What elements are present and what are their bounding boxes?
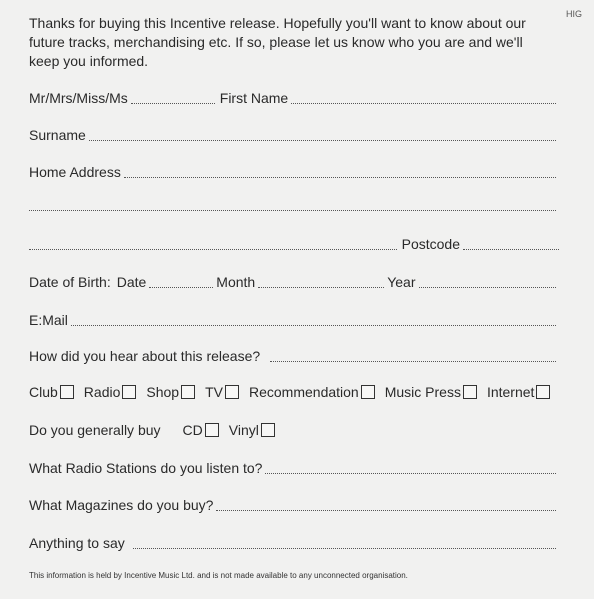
address-row-3 — [29, 236, 559, 252]
surname-row — [29, 127, 559, 143]
source-label-radio: Radio — [83, 384, 121, 400]
first-name-label: First Name — [219, 90, 289, 106]
radio-stations-row — [29, 460, 559, 476]
month-field[interactable] — [258, 277, 384, 288]
privacy-footer: This information is held by Incentive Music Ltd. and is not made available to any unconnected organisation. — [29, 571, 408, 580]
name-row — [29, 90, 559, 106]
address-field-1[interactable] — [124, 167, 556, 178]
anything-field[interactable] — [133, 538, 556, 549]
source-option-radio — [84, 384, 147, 400]
date-field[interactable] — [149, 277, 213, 288]
source-option-club — [29, 384, 84, 400]
first-name-field[interactable] — [291, 93, 556, 104]
source-label-recommendation: Recommendation — [248, 384, 359, 400]
home-address-label: Home Address — [29, 164, 121, 180]
source-label-shop: Shop — [146, 384, 180, 400]
email-field[interactable] — [71, 315, 556, 326]
format-label-cd: CD — [182, 422, 203, 438]
heard-field[interactable] — [270, 351, 556, 362]
source-checkbox-recommendation[interactable] — [361, 385, 375, 399]
source-checkbox-internet[interactable] — [536, 385, 550, 399]
source-label-club: Club — [29, 384, 58, 400]
year-label: Year — [387, 274, 416, 290]
address-row — [29, 164, 559, 180]
source-label-tv: TV — [205, 384, 223, 400]
postcode-label: Postcode — [401, 236, 460, 252]
format-row — [29, 422, 559, 438]
source-option-music-press — [385, 384, 487, 400]
source-option-internet — [487, 384, 550, 400]
source-option-recommendation — [249, 384, 385, 400]
address-row-2 — [29, 200, 559, 213]
surname-field[interactable] — [89, 130, 556, 141]
heard-label: How did you hear about this release? — [29, 348, 261, 364]
buy-question-label: Do you generally buy — [29, 422, 161, 438]
title-field[interactable] — [131, 93, 215, 104]
radio-stations-label: What Radio Stations do you listen to? — [29, 460, 263, 476]
source-label-internet: Internet — [486, 384, 535, 400]
anything-row — [29, 535, 559, 551]
format-label-vinyl: Vinyl — [228, 422, 259, 438]
magazines-field[interactable] — [216, 500, 556, 511]
format-checkbox-cd[interactable] — [205, 423, 219, 437]
dob-row — [29, 274, 559, 290]
email-row — [29, 312, 559, 328]
source-checkbox-tv[interactable] — [225, 385, 239, 399]
address-field-2[interactable] — [29, 200, 556, 211]
magazines-row — [29, 497, 559, 513]
source-checkbox-club[interactable] — [60, 385, 74, 399]
email-label: E:Mail — [29, 312, 68, 328]
anything-label: Anything to say — [29, 535, 125, 551]
catalogue-code: HIG — [565, 9, 582, 19]
heard-row — [29, 348, 559, 364]
date-label: Date — [116, 274, 147, 290]
format-option-vinyl — [229, 422, 285, 438]
dob-label: Date of Birth: — [29, 274, 111, 290]
source-label-music-press: Music Press — [384, 384, 461, 400]
sources-row — [29, 384, 559, 400]
format-checkbox-vinyl[interactable] — [261, 423, 275, 437]
source-option-shop — [146, 384, 205, 400]
source-option-tv — [205, 384, 249, 400]
source-checkbox-shop[interactable] — [181, 385, 195, 399]
title-label: Mr/Mrs/Miss/Ms — [29, 90, 128, 106]
source-checkbox-radio[interactable] — [122, 385, 136, 399]
format-option-cd — [183, 422, 229, 438]
surname-label: Surname — [29, 127, 86, 143]
magazines-label: What Magazines do you buy? — [29, 497, 214, 513]
intro-text: Thanks for buying this Incentive release. Hopefully you'll want to know about our future tracks, merchandising etc. If so, please let us know who you are and we'll keep you informed. — [29, 15, 526, 69]
year-field[interactable] — [419, 277, 557, 288]
source-checkbox-music-press[interactable] — [463, 385, 477, 399]
month-label: Month — [216, 274, 256, 290]
postcode-field[interactable] — [463, 239, 559, 250]
address-field-3[interactable] — [29, 239, 397, 250]
radio-stations-field[interactable] — [265, 463, 556, 474]
